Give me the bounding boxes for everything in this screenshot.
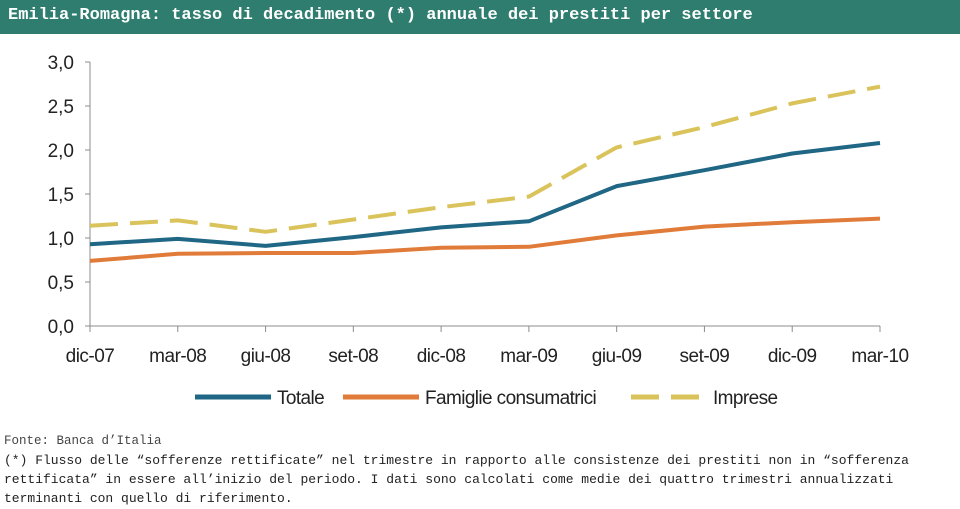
- y-tick-label: 1,0: [47, 229, 74, 250]
- legend-label: Famiglie consumatrici: [425, 388, 597, 409]
- legend-label: Imprese: [713, 388, 778, 409]
- x-tick-label: mar-09: [500, 346, 558, 367]
- x-tick-label: dic-07: [65, 346, 115, 367]
- chart-legend: [195, 388, 777, 409]
- x-tick-label: dic-08: [416, 346, 466, 367]
- chart-title: Emilia-Romagna: tasso di decadimento (*) annuale dei prestiti per settore: [0, 0, 960, 34]
- x-tick-label: set-08: [328, 346, 379, 367]
- y-tick-label: 2,0: [47, 141, 74, 162]
- chart-notes: [4, 432, 956, 508]
- series-line-0: [90, 143, 880, 246]
- x-tick-label: mar-08: [149, 346, 207, 367]
- chart-axes: [48, 53, 909, 367]
- y-tick-label: 0,5: [47, 273, 74, 294]
- line-chart: [0, 34, 960, 430]
- x-tick-label: mar-10: [851, 346, 909, 367]
- y-tick-label: 2,5: [47, 97, 74, 118]
- x-tick-label: set-09: [679, 346, 730, 367]
- y-tick-label: 3,0: [47, 53, 74, 74]
- x-tick-label: giu-08: [240, 346, 291, 367]
- y-tick-label: 1,5: [47, 185, 74, 206]
- source-note: Fonte: Banca d’Italia: [4, 434, 162, 448]
- x-tick-label: dic-09: [767, 346, 817, 367]
- x-tick-label: giu-09: [591, 346, 642, 367]
- footnote: (*) Flusso delle “sofferenze rettificate” nel trimestre in rapporto alle consistenze dei prestiti non in “sofferenza rettificata” in essere all’inizio del periodo. I dati sono calcolati come medie dei quattro trimestri annualizzati terminanti con quello di riferimento.: [4, 453, 909, 506]
- chart-series: [90, 87, 880, 261]
- legend-label: Totale: [277, 388, 325, 409]
- y-tick-label: 0,0: [47, 317, 74, 338]
